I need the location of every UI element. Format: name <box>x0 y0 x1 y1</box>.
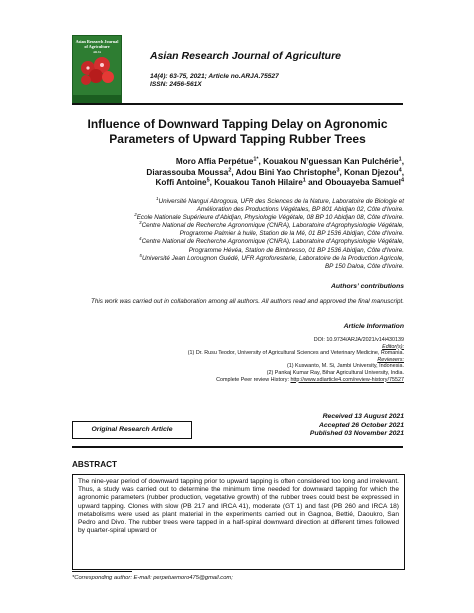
affiliation-item <box>44 252 404 271</box>
abstract-heading: ABSTRACT <box>72 460 118 469</box>
author-sup: 2 <box>228 166 232 173</box>
author-line-3 <box>74 178 404 189</box>
received-date: Received 13 August 2021 <box>322 413 404 420</box>
affiliation-text: Programme Palmier à huile, Station de la Mé, 01 BP 1536 Abidjan, Côte d'Ivoire. <box>179 230 404 238</box>
history-label: Complete Peer review History: <box>216 376 291 383</box>
contributions-text: This work was carried out in collaboration among all authors. All authors read and approved the final manuscript. <box>90 298 404 305</box>
author-name: Diarassouba Moussa <box>146 167 229 177</box>
author-list <box>74 157 404 189</box>
author-name: and Obouayeba Samuel <box>305 178 401 188</box>
author-sup: 1 <box>398 156 402 163</box>
editor-text: (1) Dr. Rusu Teodor, University of Agricultural Sciences and Veterinary Medicine, Romania. <box>187 350 404 357</box>
article-info-block <box>44 337 404 383</box>
affiliation-text: Université Nangui Abrogoua, UFR des Sciences de la Nature, Laboratoire de Biologie et <box>158 198 404 205</box>
author-line-2 <box>74 168 404 179</box>
doi-text: DOI: 10.9734/ARJA/2021/v14i430139 <box>313 337 404 343</box>
publication-dates <box>310 413 404 439</box>
affiliation-text: Centre National de Recherche Agronomique (CNRA), Laboratoire d'Agrophysiologie Végétale, <box>141 222 404 230</box>
author-sep: , <box>401 157 404 166</box>
author-sup: 5 <box>206 177 210 184</box>
affiliation-sup: 2 <box>134 212 137 218</box>
affiliation-text: Amélioration des Productions Végétales, BP 801 Abidjan 02, Côte d'Ivoire. <box>196 206 404 214</box>
published-date: Published 03 November 2021 <box>309 430 404 438</box>
article-type-badge: Original Research Article <box>72 421 192 439</box>
footnote-divider <box>72 571 132 572</box>
author-name: , Kouakou Tanoh Hilaire <box>209 178 303 188</box>
affiliation-list <box>44 195 404 271</box>
cover-subtitle: ARJA <box>93 50 101 54</box>
journal-cover-image <box>72 35 122 105</box>
affiliation-text: Ecole Nationale Supérieure d'Abidjan, Physiologie Végétale, 08 BP 10 Abidjan 08, Côte d'Ivoire. <box>136 214 404 222</box>
header-divider <box>72 103 403 105</box>
author-name: Koffi Antoine <box>155 178 207 188</box>
author-sup: 1* <box>253 156 259 163</box>
author-line-1 <box>74 157 404 168</box>
editor-label: Editor(s): <box>382 343 404 350</box>
article-title: Influence of Downward Tapping Delay on Agronomic Parameters of Upward Tapping Rubber Trees <box>87 117 388 146</box>
affiliation-sup: 5 <box>139 252 142 258</box>
abstract-text: The nine-year period of downward tapping prior to upward tapping is often considered too long and irrelevant. Thus, a study was carried out to determine the minimum time needed for downward tapping for which the agronomic parameters (rubber production, vegetative growth) of the rubber trees could best be expressed in upward tapping. Clones with slow (PB 217 and IRCA 41), moderate (GT 1) and fast (PB 260 and IRCA 18) metabolisms were used as plant material in the experiments carried out in Gagnoa, Bettié, Daoukro, San Pedro and Divo. The rubber trees were tapped in a half-spiral downward direction at different times followed by quarter-spiral upward or <box>72 474 405 570</box>
journal-issue: 14(4): 63-75, 2021; Article no.ARJA.75527 <box>150 73 279 80</box>
author-sup: 3 <box>336 166 340 173</box>
reviewer-text: (1) Kuswanto, M. Si, Jambi University, Indonesia. <box>286 363 404 370</box>
peer-review-history <box>44 377 404 384</box>
affiliation-sup: 1 <box>156 195 159 201</box>
author-sup: 1 <box>302 177 306 184</box>
reviewer-text: (2) Pankaj Kumar Ray, Bihar Agricultural University, India. <box>266 369 404 376</box>
journal-name: Asian Research Journal of Agriculture <box>150 50 341 62</box>
author-name: , Adou Bini Yao Christophe <box>231 167 337 177</box>
reviewers-label: Reviewers: <box>377 356 404 363</box>
author-sup: 4 <box>398 166 402 173</box>
author-name: , Konan Djezou <box>339 167 399 177</box>
affiliation-text: Centre National de Recherche Agronomique (CNRA), Laboratoire d'Agrophysiologie Végétale, <box>141 238 404 246</box>
affiliation-item <box>44 238 404 254</box>
affiliation-item <box>44 195 404 214</box>
flower-illustration <box>78 56 116 88</box>
contributions-heading: Authors’ contributions <box>331 283 404 290</box>
accepted-date: Accepted 26 October 2021 <box>318 421 404 429</box>
article-info-heading: Article Information <box>343 323 404 330</box>
affiliation-text: Université Jean Lorougnon Guédé, UFR Agroforesterie, Laboratoire de la Production Agricole, <box>141 254 404 262</box>
author-sup: 4 <box>400 177 404 184</box>
affiliation-sup: 4 <box>139 236 142 242</box>
author-name: , Kouakou N’guessan Kan Pulchérie <box>258 157 399 166</box>
journal-issn: ISSN: 2456-561X <box>150 81 202 88</box>
affiliation-text: Programme Hévéa, Station de Bimbresso, 01 BP 1536 Abidjan, Côte d'Ivoire. <box>188 246 404 254</box>
affiliation-sup: 3 <box>139 220 142 226</box>
author-sep: , <box>401 167 404 177</box>
history-link[interactable]: http://www.sdiarticle4.com/review-history/75527 <box>290 376 404 383</box>
affiliation-text: BP 150 Daloa, Côte d'Ivoire. <box>324 262 404 270</box>
cover-title: Asian Research Journal of Agriculture <box>75 39 119 49</box>
section-divider <box>72 446 403 448</box>
corresponding-author-footnote: *Corresponding author: E-mail: perpetuemoro475@gmail.com; <box>72 575 233 581</box>
author-name: Moro Affia Perpétue <box>175 157 254 166</box>
affiliation-item <box>44 222 404 238</box>
